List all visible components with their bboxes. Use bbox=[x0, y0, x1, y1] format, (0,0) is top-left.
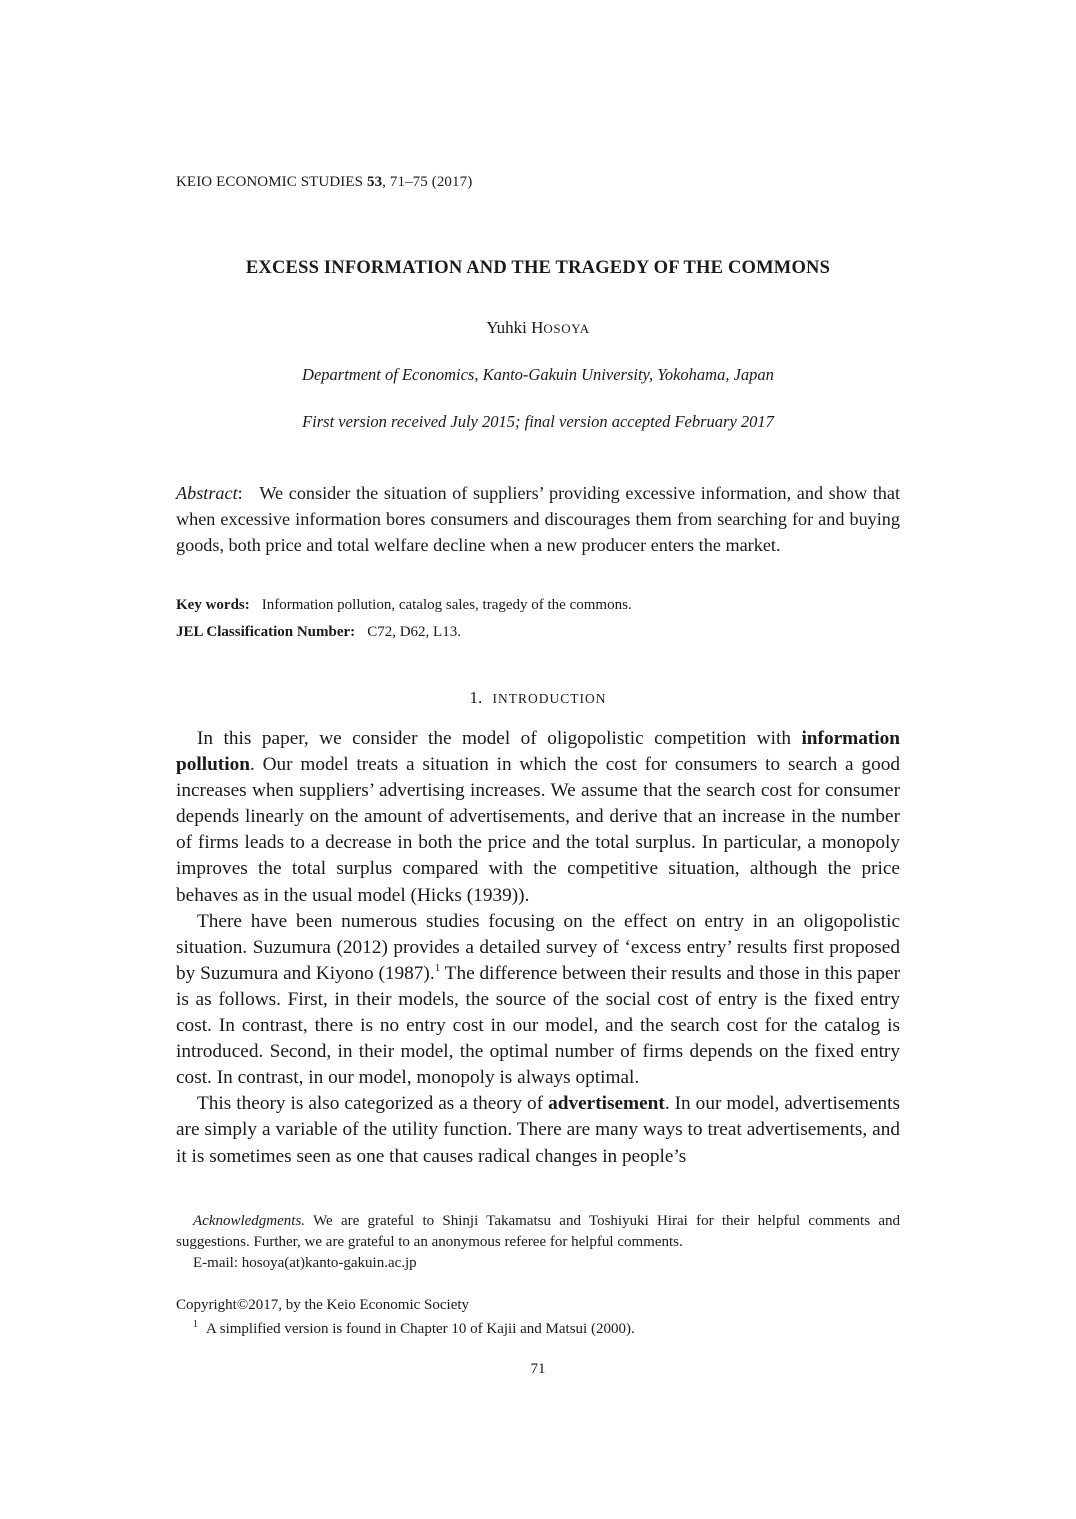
author-family-initial: H bbox=[531, 318, 544, 337]
abstract bbox=[176, 480, 900, 558]
body-text bbox=[176, 726, 900, 1170]
author-given-name: Yuhki bbox=[486, 318, 527, 337]
author-email: E-mail: hosoya(at)kanto-gakuin.ac.jp bbox=[193, 1255, 417, 1271]
section-title: INTRODUCTION bbox=[492, 691, 607, 706]
acknowledgments-text bbox=[176, 1211, 900, 1253]
jel-classification bbox=[176, 624, 900, 641]
keywords-text: Information pollution, catalog sales, tragedy of the commons. bbox=[261, 597, 632, 613]
body-text-span: The difference between their results and those in this paper is as follows. First, in their models, the source of the social cost of entry is the fixed entry cost. In contrast, there is no entry cost in our model, and the search cost for the catalog is introduced. Second, in their model, the optimal number of firms depends on the fixed entry cost. In contrast, in our model, monopoly is always optimal. bbox=[176, 962, 900, 1089]
body-text-span: This theory is also categorized as a theory of bbox=[197, 1093, 549, 1115]
page-number: 71 bbox=[530, 1361, 546, 1377]
affiliation: Department of Economics, Kanto-Gakuin University, Yokohama, Japan bbox=[302, 365, 774, 384]
journal-volume: 53 bbox=[366, 174, 383, 190]
body-text-span: In this paper, we consider the model of oligopolistic competition with bbox=[197, 728, 802, 749]
body-paragraph bbox=[176, 726, 900, 909]
abstract-label: Abstract bbox=[176, 483, 238, 503]
abstract-text: We consider the situation of suppliers’ providing excessive information, and show that when excessive information bores consumers and discourages them from searching for and buying goods, both price and total welfare decline when a new producer enters the market. bbox=[176, 483, 901, 555]
footnote-ref-1[interactable]: 1 bbox=[434, 961, 441, 974]
journal-pages-year: , 71–75 (2017) bbox=[382, 174, 473, 190]
section-heading bbox=[176, 688, 900, 708]
copyright-notice: Copyright©2017, by the Keio Economic Society bbox=[176, 1297, 470, 1313]
emphasis-information-pollution: information pollution bbox=[176, 728, 900, 776]
body-paragraph bbox=[176, 909, 900, 1092]
body-text-span: . Our model treats a situation in which the cost for consumers to search a good increases when suppliers’ advertising increases. We assume that the search cost for consumer depends linearly on the amount of advertisements, and derive that an increase in the number of firms leads to a decrease in both the price and the total surplus. In particular, a monopoly improves the total surplus compared with the competitive situation, although the price behaves as in the usual model (Hicks (1939)). bbox=[176, 754, 900, 906]
abstract-colon: : bbox=[237, 483, 243, 503]
footnote-1 bbox=[176, 1319, 900, 1338]
acknowledgments bbox=[176, 1211, 900, 1274]
author-family-rest: OSOYA bbox=[543, 321, 590, 336]
footnote-mark: 1 bbox=[193, 1319, 198, 1330]
jel-label: JEL Classification Number: bbox=[176, 624, 356, 640]
emphasis-advertisement: advertisement bbox=[548, 1093, 665, 1115]
author-name bbox=[176, 318, 900, 338]
acknowledgments-label: Acknowledgments. bbox=[193, 1213, 306, 1229]
received-dates: First version received July 2015; final version accepted February 2017 bbox=[302, 412, 774, 431]
running-head bbox=[176, 174, 472, 191]
section-number: 1. bbox=[469, 688, 483, 707]
body-paragraph bbox=[176, 1091, 900, 1169]
footnote-text: A simplified version is found in Chapter 10 of Kajii and Matsui (2000). bbox=[206, 1321, 635, 1337]
jel-text: C72, D62, L13. bbox=[367, 624, 461, 640]
body-text-span: . In our model, advertisements are simply a variable of the utility function. There are many ways to treat advertisements, and it is sometimes seen as one that causes radical changes in people’s bbox=[176, 1093, 901, 1167]
acknowledgments-body: We are grateful to Shinji Takamatsu and Toshiyuki Hirai for their helpful comments and suggestions. Further, we are grateful to an anonymous referee for helpful comments. bbox=[176, 1213, 900, 1250]
body-text-span: There have been numerous studies focusing on the effect on entry in an oligopolistic situation. Suzumura (2012) provides a detailed survey of ‘excess entry’ results first proposed by Suzumura and Kiyono (1987). bbox=[176, 910, 900, 984]
journal-name: KEIO ECONOMIC STUDIES bbox=[176, 174, 364, 190]
paper-title: EXCESS INFORMATION AND THE TRAGEDY OF THE COMMONS bbox=[245, 258, 831, 278]
keywords bbox=[176, 597, 900, 614]
keywords-label: Key words: bbox=[176, 597, 250, 613]
